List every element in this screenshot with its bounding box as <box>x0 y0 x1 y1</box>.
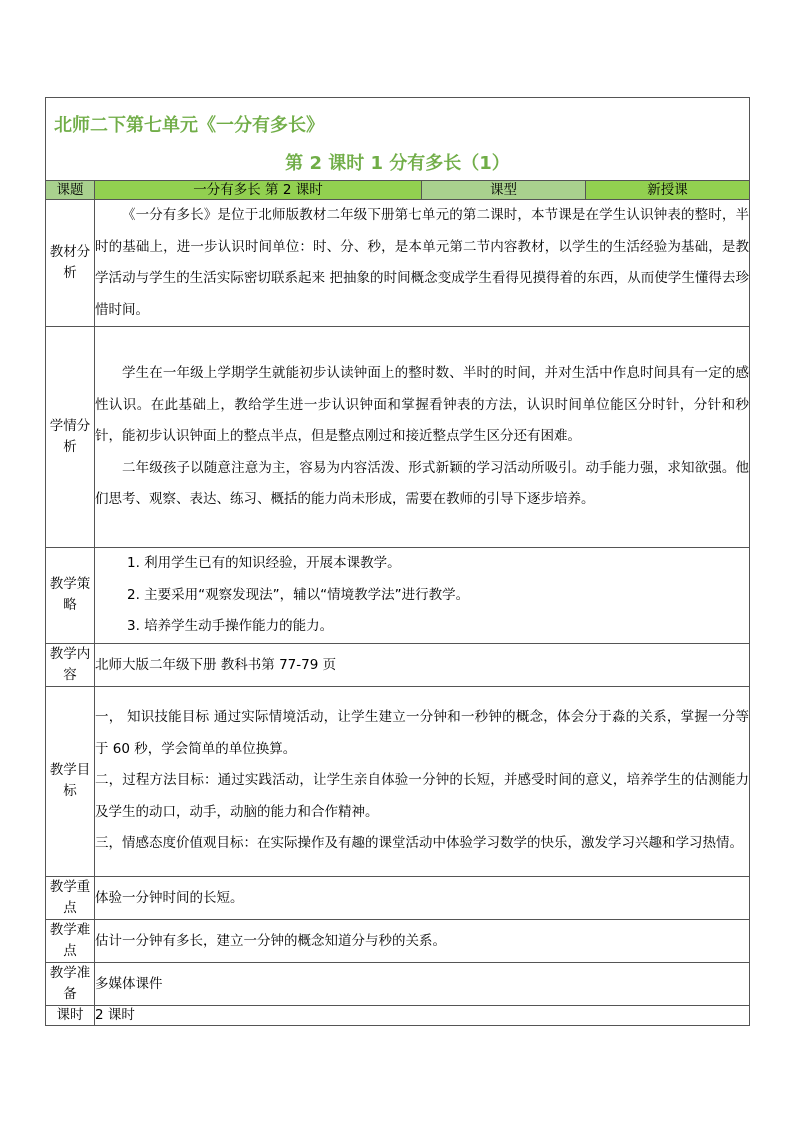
textbook-analysis-cell <box>95 200 750 327</box>
periods-row <box>46 1005 750 1025</box>
preparation-label: 教学准备 <box>46 962 95 1005</box>
lesson-type-value: 新授课 <box>586 181 750 200</box>
strategy-cell <box>95 548 750 644</box>
topic-label: 课题 <box>46 181 95 200</box>
lesson-plan-table <box>45 97 750 1026</box>
preparation-row <box>46 962 750 1005</box>
title-row <box>46 98 750 181</box>
goals-cell <box>95 686 750 876</box>
student-analysis-cell <box>95 327 750 548</box>
goal-item: 一， 知识技能目标 通过实际情境活动，让学生建立一分钟和一秒钟的概念，体会分于淼的关系，掌握一分等于 60 秒，学会简单的单位换算。 <box>95 709 749 757</box>
strategy-item: 2. 主要采用“观察发现法”，辅以“情境教学法”进行教学。 <box>127 586 470 603</box>
periods-text: 2 课时 <box>95 1005 750 1025</box>
goal-item: 三，情感态度价值观目标：在实际操作及有趣的课堂活动中体验学习数学的快乐，激发学习兴趣和学习热情。 <box>95 835 743 852</box>
topic-row <box>46 181 750 200</box>
student-analysis-para-2: 二年级孩子以随意注意为主，容易为内容活泼、形式新颖的学习活动所吸引。动手能力强，求知欲强。他们思考、观察、表达、练习、概括的能力尚未形成，需要在教师的引导下逐步培养。 <box>95 459 749 508</box>
goals-label: 教学目标 <box>46 686 95 876</box>
goal-item: 二，过程方法目标：通过实践活动，让学生亲自体验一分钟的长短，并感受时间的意义，培养学生的估测能力及学生的动口，动手，动脑的能力和合作精神。 <box>95 772 749 820</box>
student-analysis-row <box>46 327 750 548</box>
textbook-analysis-row <box>46 200 750 327</box>
textbook-analysis-text: 《一分有多长》是位于北师版教材二年级下册第七单元的第二课时，本节课是在学生认识钟表的整时，半时的基础上，进一步认识时间单位：时、分、秒，是本单元第二节内容教材，以学生的生活经验为基础，是教学活动与学生的生活实际密切联系起来 把抽象的时间概念变成学生看得见摸得着的东西，从而使学生懂得去珍惜时间。 <box>95 207 749 318</box>
strategy-item: 3. 培养学生动手操作能力的能力。 <box>127 618 334 634</box>
strategy-row <box>46 548 750 644</box>
strategy-item: 1. 利用学生已有的知识经验，开展本课教学。 <box>127 555 401 571</box>
content-label: 教学内容 <box>46 643 95 686</box>
key-point-row <box>46 876 750 919</box>
periods-label: 课时 <box>46 1005 95 1025</box>
title-cell <box>46 98 750 181</box>
topic-value: 一分有多长 第 2 课时 <box>95 181 422 200</box>
student-analysis-label: 学情分析 <box>46 327 95 548</box>
goals-row <box>46 686 750 876</box>
key-point-text: 体验一分钟时间的长短。 <box>95 876 750 919</box>
content-row <box>46 643 750 686</box>
key-point-label: 教学重点 <box>46 876 95 919</box>
textbook-analysis-label: 教材分析 <box>46 200 95 327</box>
lesson-type-label: 课型 <box>422 181 586 200</box>
content-text: 北师大版二年级下册 教科书第 77-79 页 <box>95 643 750 686</box>
preparation-text: 多媒体课件 <box>95 962 750 1005</box>
difficulty-label: 教学难点 <box>46 919 95 962</box>
strategy-label: 教学策略 <box>46 548 95 644</box>
difficulty-text: 估计一分钟有多长，建立一分钟的概念知道分与秒的关系。 <box>95 919 750 962</box>
lesson-plan-sheet <box>45 97 749 1026</box>
difficulty-row <box>46 919 750 962</box>
unit-title: 北师二下第七单元《一分有多长》 <box>54 115 324 136</box>
student-analysis-para-1: 学生在一年级上学期学生就能初步认读钟面上的整时数、半时的时间，并对生活中作息时间具有一定的感性认识。在此基础上，教给学生进一步认识钟面和掌握看钟表的方法，认识时间单位能区分时针，分针和秒针，能初步认识钟面上的整点半点，但是整点刚过和接近整点学生区分还有困难。 <box>95 365 749 445</box>
lesson-title: 第 2 课时 1 分有多长（1） <box>285 153 510 174</box>
